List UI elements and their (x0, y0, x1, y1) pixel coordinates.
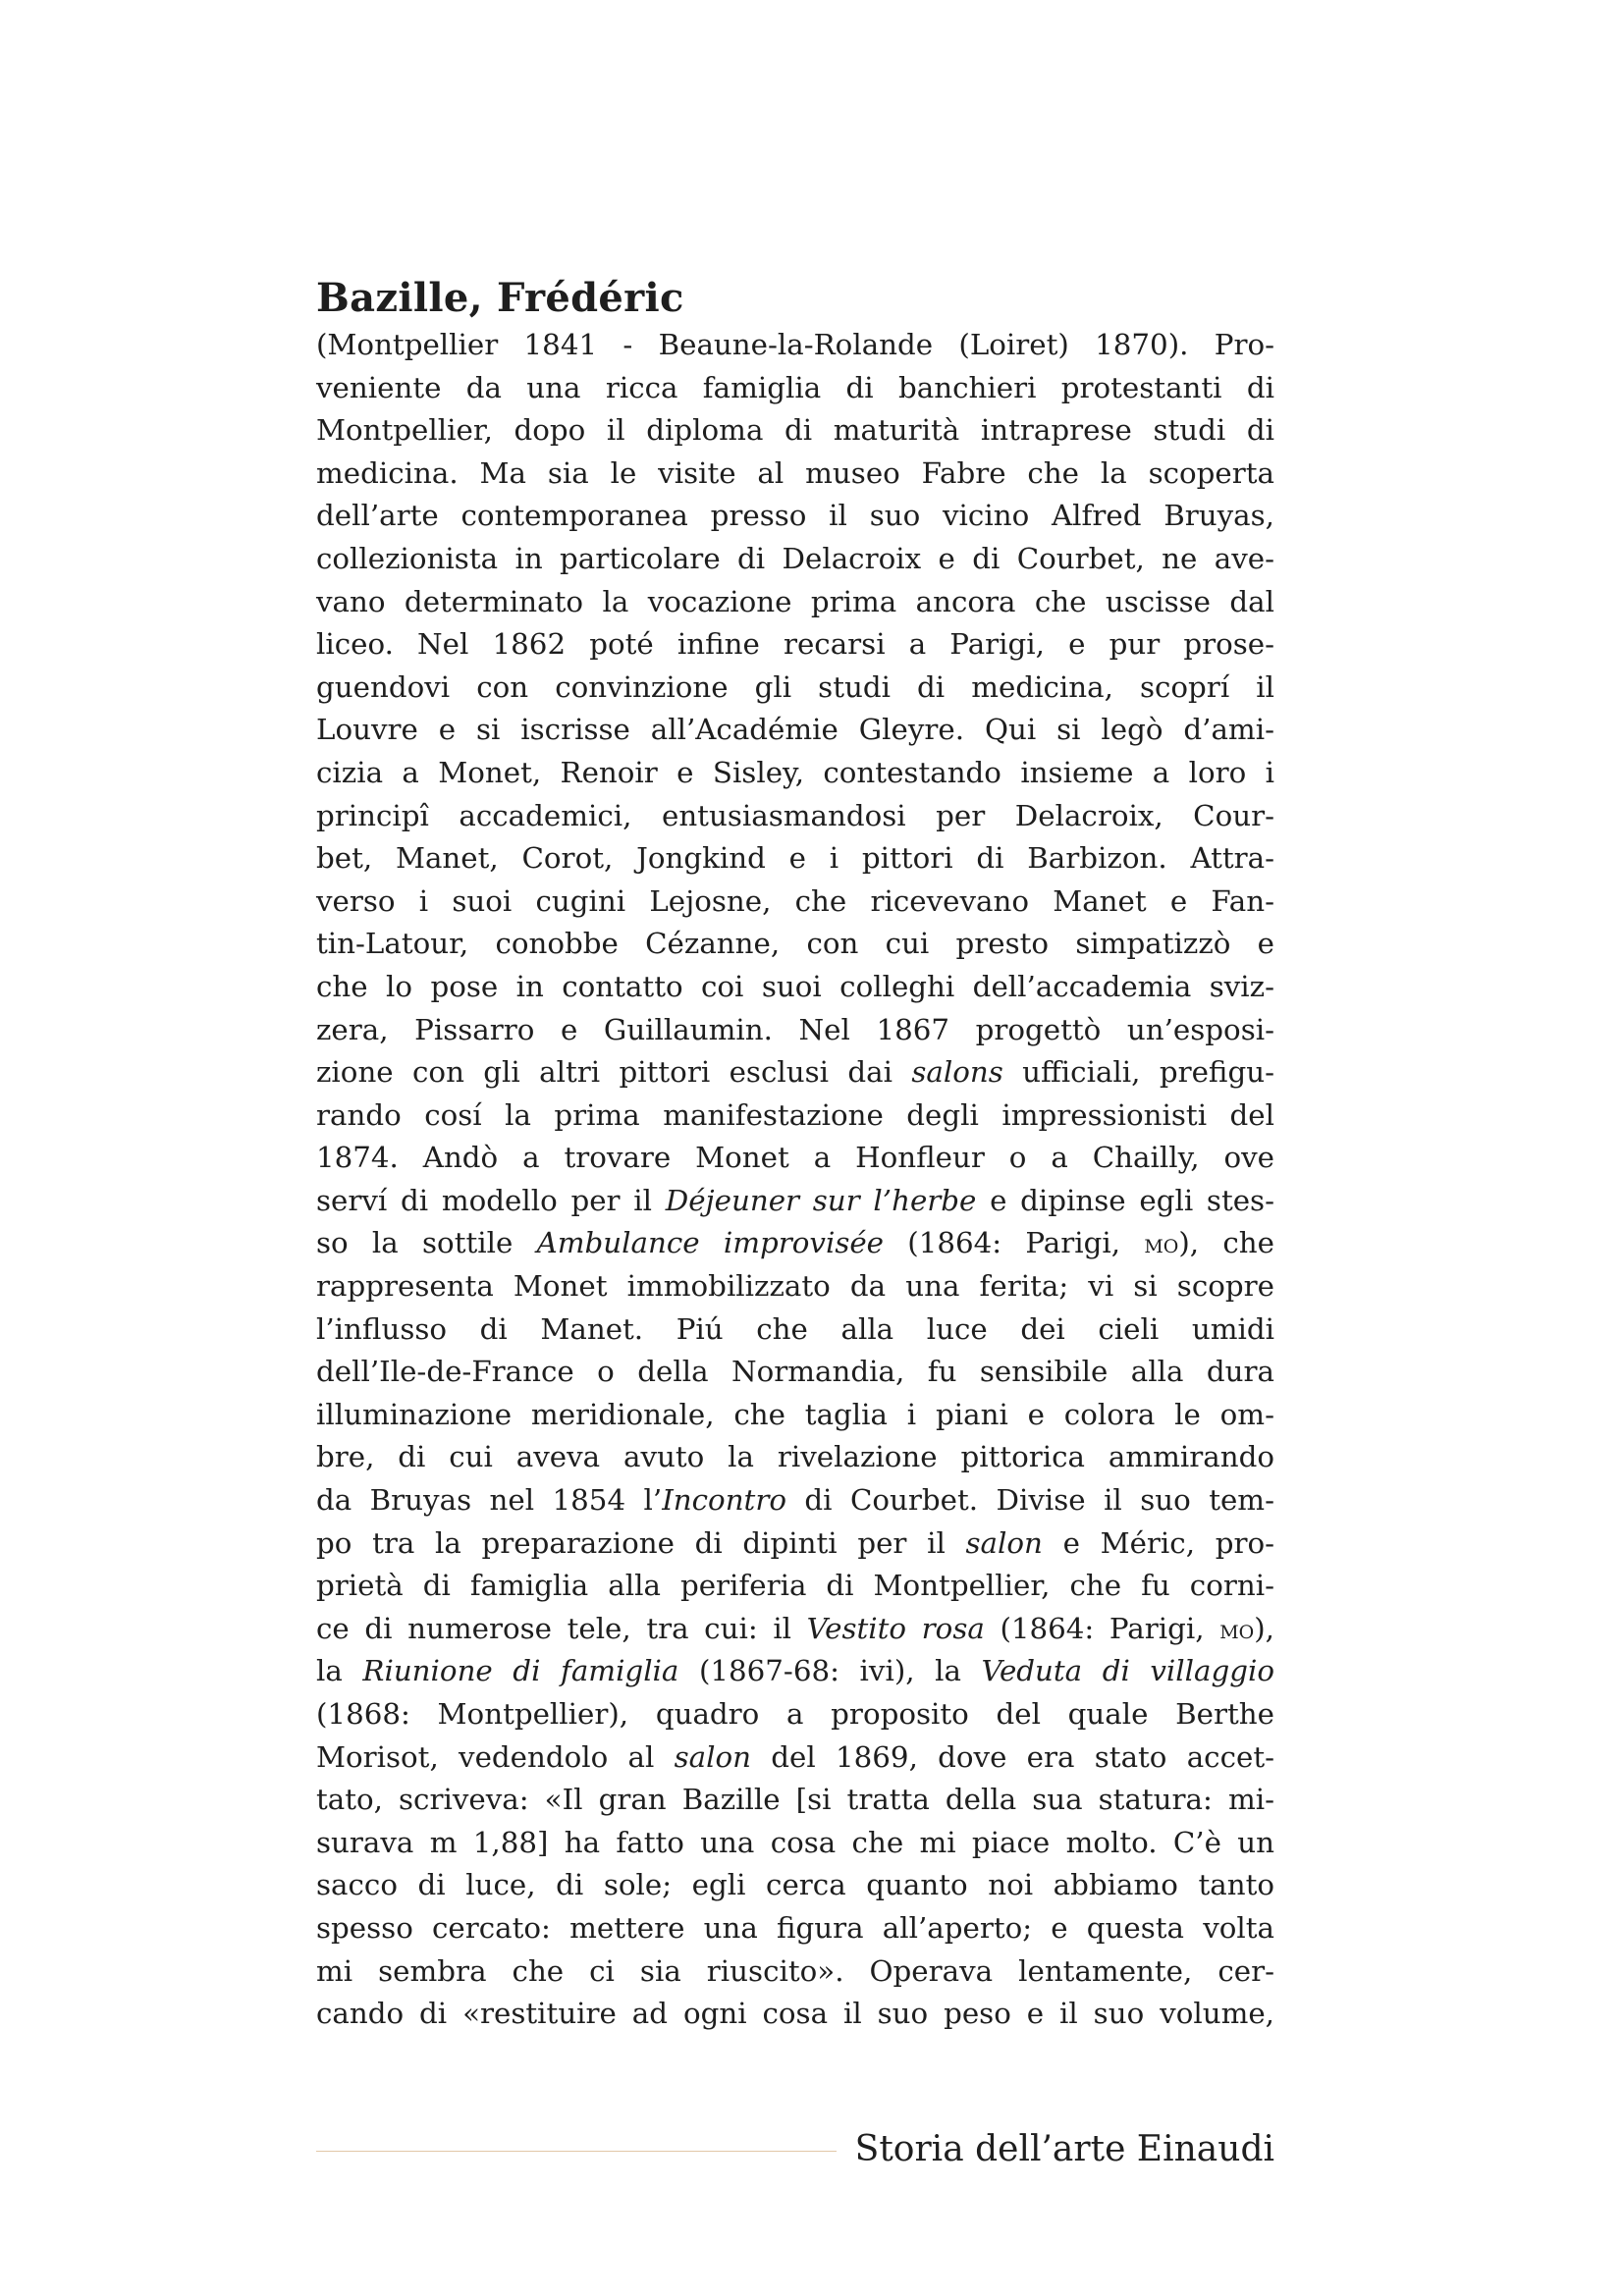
body-line (316, 795, 1274, 838)
body-text: ufficiali, prefigu- (1002, 1055, 1274, 1090)
body-line (316, 1522, 1274, 1566)
body-line (316, 966, 1274, 1009)
body-line (316, 538, 1274, 581)
body-text: rando cosí la prima manifestazione degli impressionisti del (316, 1097, 1274, 1132)
italic-title: Ambulance improvisée (536, 1226, 885, 1260)
body-line (316, 623, 1274, 667)
body-line (316, 837, 1274, 881)
body-line (316, 1779, 1274, 1822)
body-text: ), che (1178, 1226, 1274, 1260)
italic-title: Vestito rosa (806, 1611, 985, 1645)
body-text: veniente da una ricca famiglia di banchieri protestanti di (316, 370, 1274, 404)
body-text: (Montpellier 1841 - Beaune-la-Rolande (Loiret) 1870). Pro- (316, 328, 1274, 361)
body-text: vano determinato la vocazione prima ancora che uscisse dal (316, 584, 1274, 618)
body-text: liceo. Nel 1862 poté infine recarsi a Parigi, e pur prose- (316, 627, 1274, 662)
italic-title: Riunione di famiglia (362, 1654, 679, 1688)
body-line (316, 1095, 1274, 1138)
body-line (316, 709, 1274, 752)
italic-title: salon (965, 1525, 1043, 1560)
body-text: so la sottile (316, 1226, 537, 1260)
body-text: (1867-68: ivi), la (678, 1654, 982, 1688)
body-line (316, 1308, 1274, 1352)
body-text: dell’Ile-de-France o della Normandia, fu sensibile alla dura (316, 1355, 1274, 1389)
body-line (316, 409, 1274, 453)
body-line (316, 1351, 1274, 1394)
body-text: surava m 1,88] ha fatto una cosa che mi piace molto. C’è un (316, 1825, 1274, 1859)
body-text: serví di modello per il (316, 1183, 666, 1217)
body-line (316, 581, 1274, 624)
body-text: rappresenta Monet immobilizzato da una ferita; vi si scopre (316, 1269, 1274, 1304)
body-text: ce di numerose tele, tra cui: il (316, 1611, 807, 1645)
body-text: bet, Manet, Corot, Jongkind e i pittori di Barbizon. Attra- (316, 841, 1274, 876)
body-text: dell’arte contemporanea presso il suo vicino Alfred Bruyas, (316, 499, 1274, 533)
body-line (316, 1736, 1274, 1780)
body-text: l’influsso di Manet. Piú che alla luce dei cieli umidi (316, 1311, 1274, 1346)
body-line (316, 367, 1274, 410)
italic-title: Veduta di villaggio (981, 1654, 1274, 1688)
body-line (316, 1864, 1274, 1907)
body-line (316, 1394, 1274, 1437)
body-text: cizia a Monet, Renoir e Sisley, contestando insieme a loro i (316, 755, 1274, 789)
body-text: collezionista in particolare di Delacroix e di Courbet, ne ave- (316, 541, 1274, 575)
body-text: ), (1254, 1611, 1274, 1645)
body-line (316, 1137, 1274, 1180)
body-line (316, 324, 1274, 367)
body-text: verso i suoi cugini Lejosne, che ricevevano Manet e Fan- (316, 883, 1274, 918)
body-text: Morisot, vedendolo al (316, 1739, 675, 1774)
body-text: la (316, 1654, 363, 1688)
body-line (316, 1009, 1274, 1052)
italic-title: salons (911, 1055, 1003, 1090)
body-line (316, 667, 1274, 710)
body-text: Louvre e si iscrisse all’Académie Gleyre. Qui si legò d’ami- (316, 713, 1274, 747)
body-text: 1874. Andò a trovare Monet a Honfleur o a Chailly, ove (316, 1141, 1274, 1175)
body-text: e Méric, pro- (1042, 1525, 1274, 1560)
body-text: del 1869, dove era stato accet- (751, 1739, 1274, 1774)
body-text: tato, scriveva: «Il gran Bazille [si tratta della sua statura: mi- (316, 1783, 1274, 1817)
body-line (316, 1051, 1274, 1095)
body-text: bre, di cui aveva avuto la rivelazione pittorica ammirando (316, 1440, 1274, 1474)
body-text: spesso cercato: mettere una figura all’aperto; e questa volta (316, 1910, 1274, 1945)
body-line (316, 453, 1274, 496)
body-text: mi sembra che ci sia riuscito». Operava lentamente, cer- (316, 1953, 1274, 1988)
body-line (316, 1822, 1274, 1865)
body-text: cando di «restituire ad ogni cosa il suo peso e il suo volume, (316, 1997, 1274, 2031)
body-text: guendovi con convinzione gli studi di medicina, scoprí il (316, 669, 1274, 704)
body-line (316, 1907, 1274, 1950)
body-line (316, 1993, 1274, 2036)
body-text: sacco di luce, di sole; egli cerca quanto noi abbiamo tanto (316, 1868, 1274, 1902)
entry-title: Bazille, Frédéric (316, 275, 684, 321)
body-text: da Bruyas nel 1854 l’ (316, 1483, 663, 1518)
body-line (316, 1693, 1274, 1736)
entry-body (316, 324, 1274, 2036)
body-text: zera, Pissarro e Guillaumin. Nel 1867 progettò un’esposi- (316, 1012, 1274, 1046)
body-line (316, 495, 1274, 538)
body-line (316, 1180, 1274, 1223)
body-text: illuminazione meridionale, che taglia i piani e colora le om- (316, 1397, 1274, 1431)
body-text: medicina. Ma sia le visite al museo Fabre che la scoperta (316, 455, 1274, 490)
italic-title: Incontro (662, 1483, 786, 1518)
museum-abbrev: mo (1144, 1227, 1179, 1260)
body-text: di Courbet. Divise il suo tem- (785, 1483, 1274, 1518)
body-line (316, 1650, 1274, 1693)
footer-label: Storia dell’arte Einaudi (854, 2129, 1274, 2169)
body-line (316, 752, 1274, 795)
body-line (316, 881, 1274, 924)
body-line (316, 1222, 1274, 1265)
body-text: po tra la preparazione di dipinti per il (316, 1525, 966, 1560)
body-line (316, 1565, 1274, 1608)
italic-title: salon (674, 1739, 752, 1774)
body-text: che lo pose in contatto coi suoi colleghi dell’accademia sviz- (316, 969, 1274, 1003)
body-text: tin-Latour, conobbe Cézanne, con cui presto simpatizzò e (316, 927, 1274, 961)
body-line (316, 1265, 1274, 1308)
body-line (316, 923, 1274, 966)
museum-abbrev: mo (1219, 1612, 1255, 1645)
body-text: zione con gli altri pittori esclusi dai (316, 1055, 912, 1090)
body-line (316, 1436, 1274, 1479)
body-text: prietà di famiglia alla periferia di Montpellier, che fu corni- (316, 1569, 1274, 1603)
italic-title: Déjeuner sur l’herbe (665, 1183, 977, 1217)
body-text: (1864: Parigi, (984, 1611, 1220, 1645)
body-text: principî accademici, entusiasmandosi per Delacroix, Cour- (316, 798, 1274, 832)
body-line (316, 1608, 1274, 1651)
footer-rule (316, 2151, 837, 2152)
body-text: e dipinse egli stes- (976, 1183, 1274, 1217)
body-text: (1868: Montpellier), quadro a proposito del quale Berthe (316, 1697, 1274, 1731)
body-text: (1864: Parigi, (884, 1226, 1145, 1260)
body-line (316, 1479, 1274, 1522)
body-text: Montpellier, dopo il diploma di maturità intraprese studi di (316, 413, 1274, 448)
body-line (316, 1950, 1274, 1994)
